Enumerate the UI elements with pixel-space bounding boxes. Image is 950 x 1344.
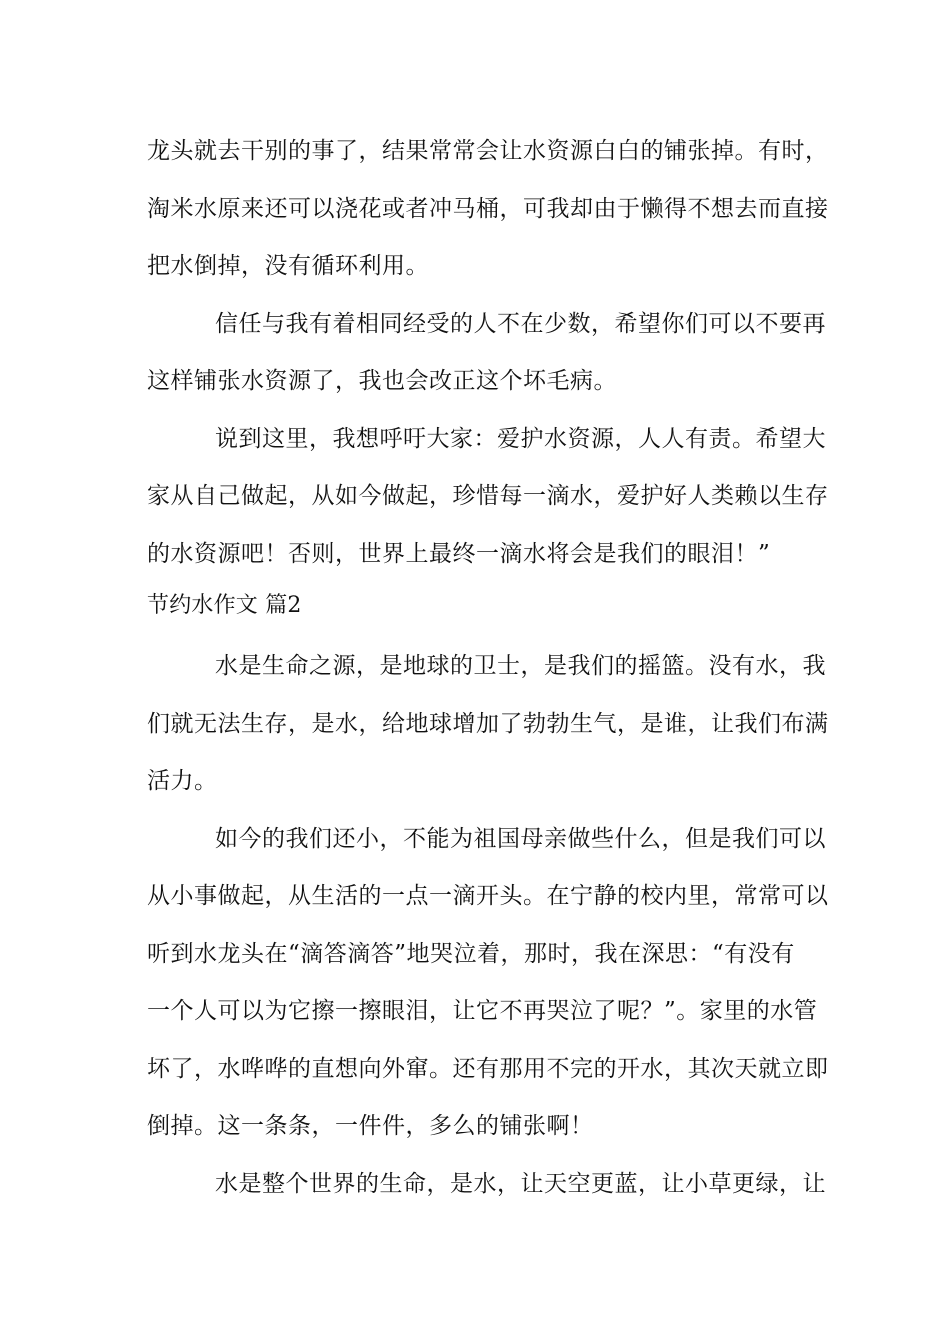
text-line: 听到水龙头在“滴答滴答”地哭泣着，那时，我在深思：“有没有 xyxy=(147,941,795,967)
paragraph-first-line: 信任与我有着相同经受的人不在少数，希望你们可以不要再 xyxy=(215,311,826,337)
text-line: 家从自己做起，从如今做起，珍惜每一滴水，爱护好人类赖以生存 xyxy=(147,483,829,509)
text-line: 坏了，水哗哗的直想向外窜。还有那用不完的开水，其次天就立即 xyxy=(147,1056,829,1082)
section-heading: 节约水作文 篇2 xyxy=(147,593,302,618)
text-line: 活力。 xyxy=(147,768,218,794)
text-line: 淘米水原来还可以浇花或者冲马桶，可我却由于懒得不想去而直接 xyxy=(147,196,829,222)
text-line: 龙头就去干别的事了，结果常常会让水资源白白的铺张掉。有时， xyxy=(147,138,829,164)
text-line: 倒掉。这一条条，一件件，多么的铺张啊！ xyxy=(147,1113,594,1139)
text-line: 们就无法生存，是水，给地球增加了勃勃生气，是谁，让我们布满 xyxy=(147,711,829,737)
text-line: 的水资源吧！否则，世界上最终一滴水将会是我们的眼泪！” xyxy=(147,541,771,567)
paragraph-first-line: 说到这里，我想呼吁大家：爱护水资源，人人有责。希望大 xyxy=(215,426,826,452)
text-line: 一个人可以为它擦一擦眼泪，让它不再哭泣了呢？”。家里的水管 xyxy=(147,998,818,1024)
text-line: 把水倒掉，没有循环利用。 xyxy=(147,253,429,279)
paragraph-first-line: 水是生命之源，是地球的卫士，是我们的摇篮。没有水，我 xyxy=(215,653,826,679)
text-line: 这样铺张水资源了，我也会改正这个坏毛病。 xyxy=(147,368,617,394)
text-line: 从小事做起，从生活的一点一滴开头。在宁静的校内里，常常可以 xyxy=(147,883,829,909)
paragraph-first-line: 水是整个世界的生命，是水，让天空更蓝，让小草更绿，让 xyxy=(215,1171,826,1197)
paragraph-first-line: 如今的我们还小，不能为祖国母亲做些什么，但是我们可以 xyxy=(215,826,826,852)
